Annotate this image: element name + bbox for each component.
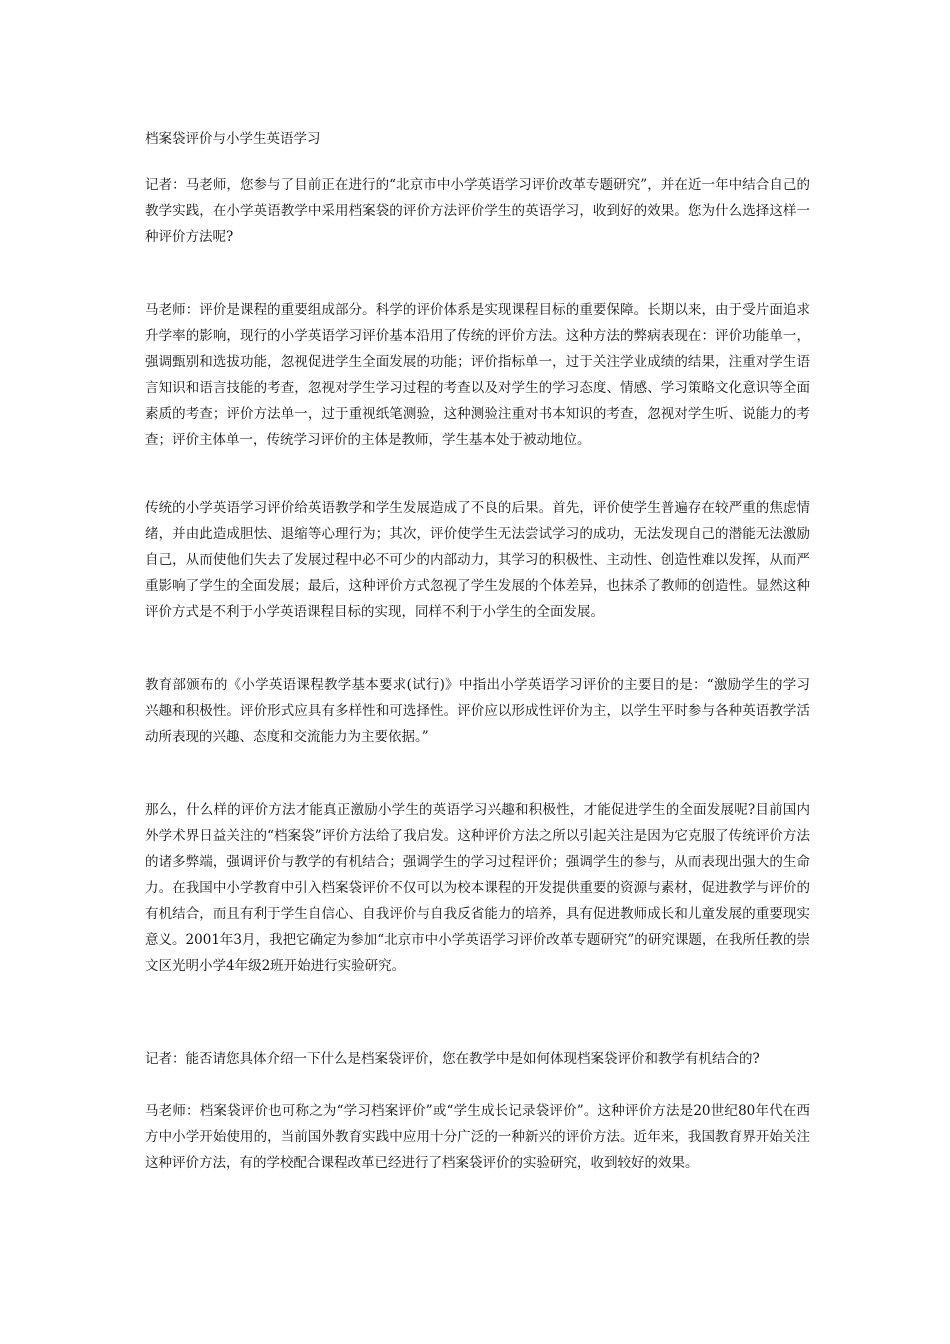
paragraph-reporter-question-2: 记者：能否请您具体介绍一下什么是档案袋评价，您在教学中是如何体现档案袋评价和教学有机结合的? xyxy=(145,1051,760,1067)
paragraph-ministry-requirements: 教育部颁布的《小学英语课程教学基本要求(试行)》中指出小学英语学习评价的主要目的是：“激励学生的学习兴趣和积极性。评价形式应具有多样性和可选择性。评价应以形成性评价为主，以学生平时参与各种英语教学活动所表现的兴趣、态度和交流能力为主要依据。” xyxy=(145,677,810,745)
paragraph-teacher-answer-2: 马老师：档案袋评价也可称之为“学习档案评价”或“学生成长记录袋评价”。这种评价方法是20世纪80年代在西方中小学开始使用的，当前国外教育实践中应用十分广泛的一种新兴的评价方法。近年来，我国教育界开始关注这种评价方法，有的学校配合课程改革已经进行了档案袋评价的实验研究，收到较好的效果。 xyxy=(145,1103,810,1171)
document-title: 档案袋评价与小学生英语学习 xyxy=(145,131,321,147)
paragraph-portfolio-method: 那么，什么样的评价方法才能真正激励小学生的英语学习兴趣和积极性，才能促进学生的全面发展呢?目前国内外学术界日益关注的“档案袋”评价方法给了我启发。这种评价方法之所以引起关注是因为它克服了传统评价方法的诸多弊端，强调评价与教学的有机结合；强调学生的学习过程评价；强调学生的参与，从而表现出强大的生命力。在我国中小学教育中引入档案袋评价不仅可以为校本课程的开发提供重要的资源与素材，促进教学与评价的有机结合，而且有利于学生自信心、自我评价与自我反省能力的培养，具有促进教师成长和儿童发展的重要现实意义。2001年3月，我把它确定为参加“北京市中小学英语学习评价改革专题研究”的研究课题，在我所任教的崇文区光明小学4年级2班开始进行实验研究。 xyxy=(145,802,810,974)
paragraph-reporter-question-1: 记者：马老师，您参与了目前正在进行的“北京市中小学英语学习评价改革专题研究”，并在近一年中结合自己的教学实践，在小学英语教学中采用档案袋的评价方法评价学生的英语学习，收到好的效果。您为什么选择这样一种评价方法呢? xyxy=(145,177,810,245)
paragraph-traditional-evaluation: 传统的小学英语学习评价给英语教学和学生发展造成了不良的后果。首先，评价使学生普遍存在较严重的焦虑情绪，并由此造成胆怯、退缩等心理行为；其次，评价使学生无法尝试学习的成功，无法发现自己的潜能无法激励自己，从而使他们失去了发展过程中必不可少的内部动力，其学习的积极性、主动性、创造性难以发挥，从而严重影响了学生的全面发展；最后，这种评价方式忽视了学生发展的个体差异，也抹杀了教师的创造性。显然这种评价方式是不利于小学英语课程目标的实现，同样不利于小学生的全面发展。 xyxy=(145,500,810,620)
paragraph-teacher-answer-1: 马老师：评价是课程的重要组成部分。科学的评价体系是实现课程目标的重要保障。长期以来，由于受片面追求升学率的影响，现行的小学英语学习评价基本沿用了传统的评价方法。这种方法的弊病表现在：评价功能单一，强调甄别和选拔功能，忽视促进学生全面发展的功能；评价指标单一，过于关注学业成绩的结果，注重对学生语言知识和语言技能的考查，忽视对学生学习过程的考查以及对学生的学习态度、情感、学习策略文化意识等全面素质的考查；评价方法单一，过于重视纸笔测验，这种测验注重对书本知识的考查，忽视对学生听、说能力的考查；评价主体单一，传统学习评价的主体是教师，学生基本处于被动地位。 xyxy=(145,302,810,448)
